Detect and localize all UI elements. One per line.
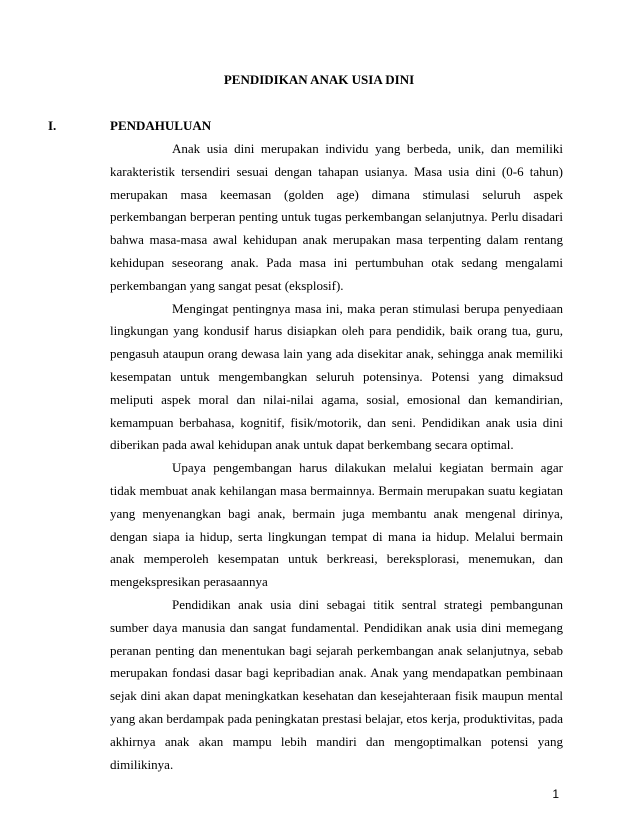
- paragraph-2: Mengingat pentingnya masa ini, maka peran stimulasi berupa penyediaan lingkungan yang kondusif harus disiapkan oleh para pendidik, baik orang tua, guru, pengasuh ataupun orang dewasa lain yang ada disekitar anak, sehingga anak memiliki kesempatan untuk mengembangkan seluruh potensinya. Potensi yang dimaksud meliputi aspek moral dan nilai-nilai agama, sosial, emosional dan kemandirian, kemampuan berbahasa, kognitif, fisik/motorik, dan seni. Pendidikan anak usia dini diberikan pada awal kehidupan anak untuk dapat berkembang secara optimal.: [110, 300, 563, 453]
- page-number: 1: [552, 787, 559, 801]
- section-number: I.: [48, 118, 57, 133]
- section-body: [110, 138, 563, 776]
- section-title: PENDAHULUAN: [110, 118, 212, 133]
- paragraph-3: Upaya pengembangan harus dilakukan melalui kegiatan bermain agar tidak membuat anak kehilangan masa bermainnya. Bermain merupakan suatu kegiatan yang menyenangkan bagi anak, bermain juga membantu anak mengenal dirinya, dengan siapa ia hidup, serta lingkungan tempat di mana ia hidup. Melalui bermain anak memperoleh kesempatan untuk berkreasi, bereksplorasi, menemukan, dan mengekspresikan perasaannya: [110, 460, 563, 590]
- paragraph-1: Anak usia dini merupakan individu yang berbeda, unik, dan memiliki karakteristik tersendiri sesuai dengan tahapan usianya. Masa usia dini (0-6 tahun) merupakan masa keemasan (golden age) dimana stimulasi seluruh aspek perkembangan berperan penting untuk tugas perkembangan selanjutnya. Perlu disadari bahwa masa-masa awal kehidupan anak merupakan masa terpenting dalam rentang kehidupan seseorang anak. Pada masa ini pertumbuhan otak sedang mengalami perkembangan yang sangat pesat (eksplosif).: [110, 141, 563, 293]
- document-title: PENDIDIKAN ANAK USIA DINI: [223, 72, 415, 87]
- paragraph-4: Pendidikan anak usia dini sebagai titik sentral strategi pembangunan sumber daya manusia dan sangat fundamental. Pendidikan anak usia dini memegang peranan penting dan menentukan bagi sejarah perkembangan anak selanjutnya, sebab merupakan fondasi dasar bagi kepribadian anak. Anak yang mendapatkan pembinaan sejak dini akan dapat meningkatkan kesehatan dan kesejahteraan fisik maupun mental yang akan berdampak pada peningkatan prestasi belajar, etos kerja, produktivitas, pada akhirnya anak akan mampu lebih mandiri dan mengoptimalkan potensi yang dimilikinya.: [110, 596, 563, 772]
